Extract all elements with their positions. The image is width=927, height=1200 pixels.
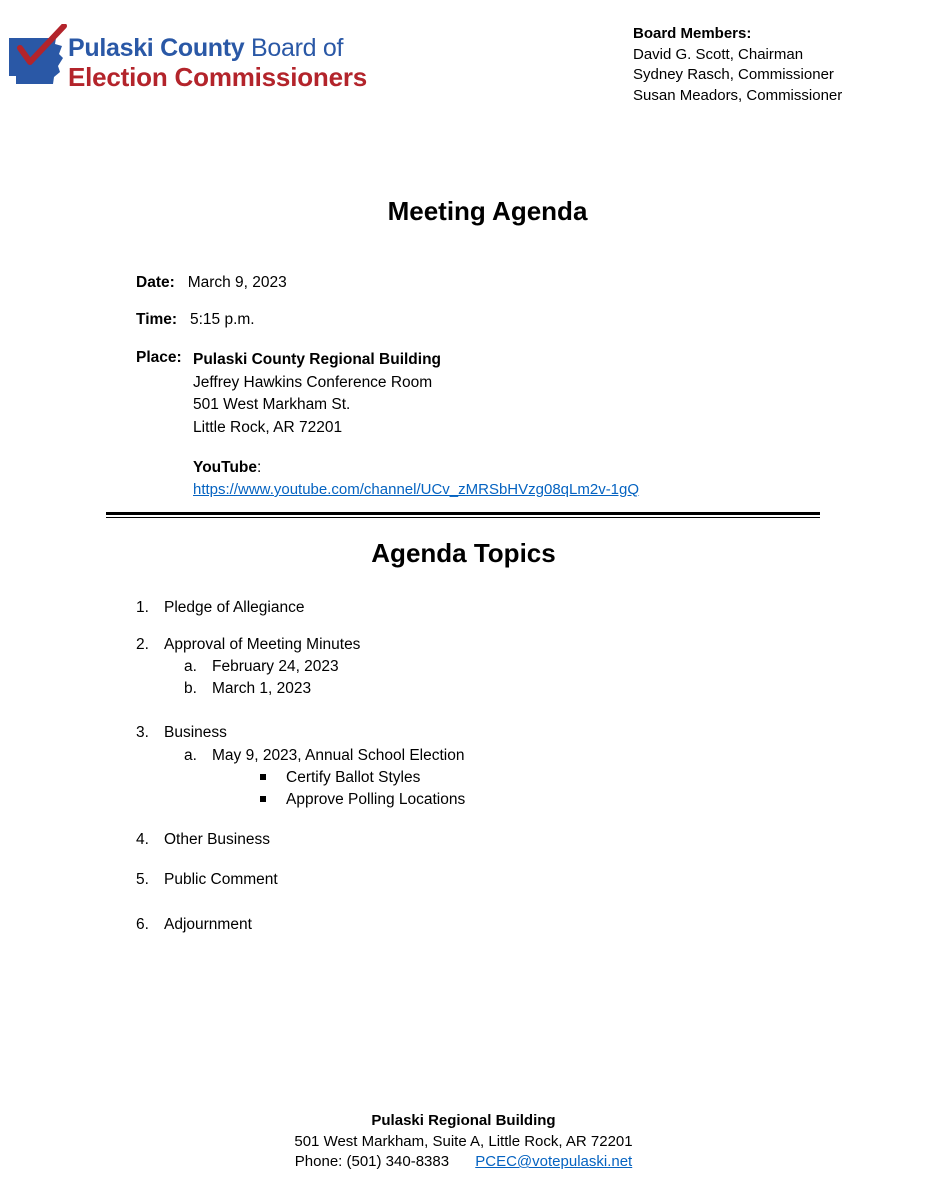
logo-line-1: Pulaski County Board of xyxy=(68,34,344,62)
footer-contact xyxy=(0,1152,927,1173)
place-street: 501 West Markham St. xyxy=(193,396,351,413)
place-building: Pulaski County Regional Building xyxy=(193,351,442,368)
board-members xyxy=(633,24,842,106)
meeting-agenda-title: Meeting Agenda xyxy=(387,196,588,226)
board-members-heading: Board Members: xyxy=(633,25,752,42)
date-label: Date: xyxy=(136,274,175,291)
agenda-topics-title: Agenda Topics xyxy=(371,538,556,568)
place-city: Little Rock, AR 72201 xyxy=(193,418,343,436)
county-logo xyxy=(6,24,386,96)
footer-address: 501 West Markham, Suite A, Little Rock, AR 72201 xyxy=(294,1132,633,1150)
board-member: Sydney Rasch, Commissioner xyxy=(633,66,834,83)
footer-email-link[interactable]: PCEC@votepulaski.net xyxy=(475,1153,633,1170)
date-value: March 9, 2023 xyxy=(187,274,287,291)
time-label: Time: xyxy=(136,311,178,328)
time-value: 5:15 p.m. xyxy=(189,311,255,328)
logo-line-2: Election Commissioners xyxy=(68,62,368,92)
board-member: Susan Meadors, Commissioner xyxy=(633,86,843,104)
youtube-channel-link[interactable]: https://www.youtube.com/channel/UCv_zMRSbHVzg08qLm2v-1gQ xyxy=(193,481,640,498)
place-label: Place: xyxy=(136,349,182,366)
section-divider xyxy=(106,512,820,519)
footer-building: Pulaski Regional Building xyxy=(371,1112,556,1129)
place-room: Jeffrey Hawkins Conference Room xyxy=(193,373,433,391)
youtube-label: YouTube: xyxy=(193,459,262,476)
bullet-square-icon xyxy=(260,774,266,780)
board-member: David G. Scott, Chairman xyxy=(633,45,804,63)
meeting-date xyxy=(136,274,287,292)
arkansas-map-checkmark-icon xyxy=(6,24,68,86)
footer-phone: Phone: (501) 340-8383 xyxy=(294,1153,450,1170)
meeting-place xyxy=(193,349,441,439)
meeting-time xyxy=(136,311,255,329)
footer xyxy=(0,1111,927,1173)
bullet-square-icon xyxy=(260,796,266,802)
